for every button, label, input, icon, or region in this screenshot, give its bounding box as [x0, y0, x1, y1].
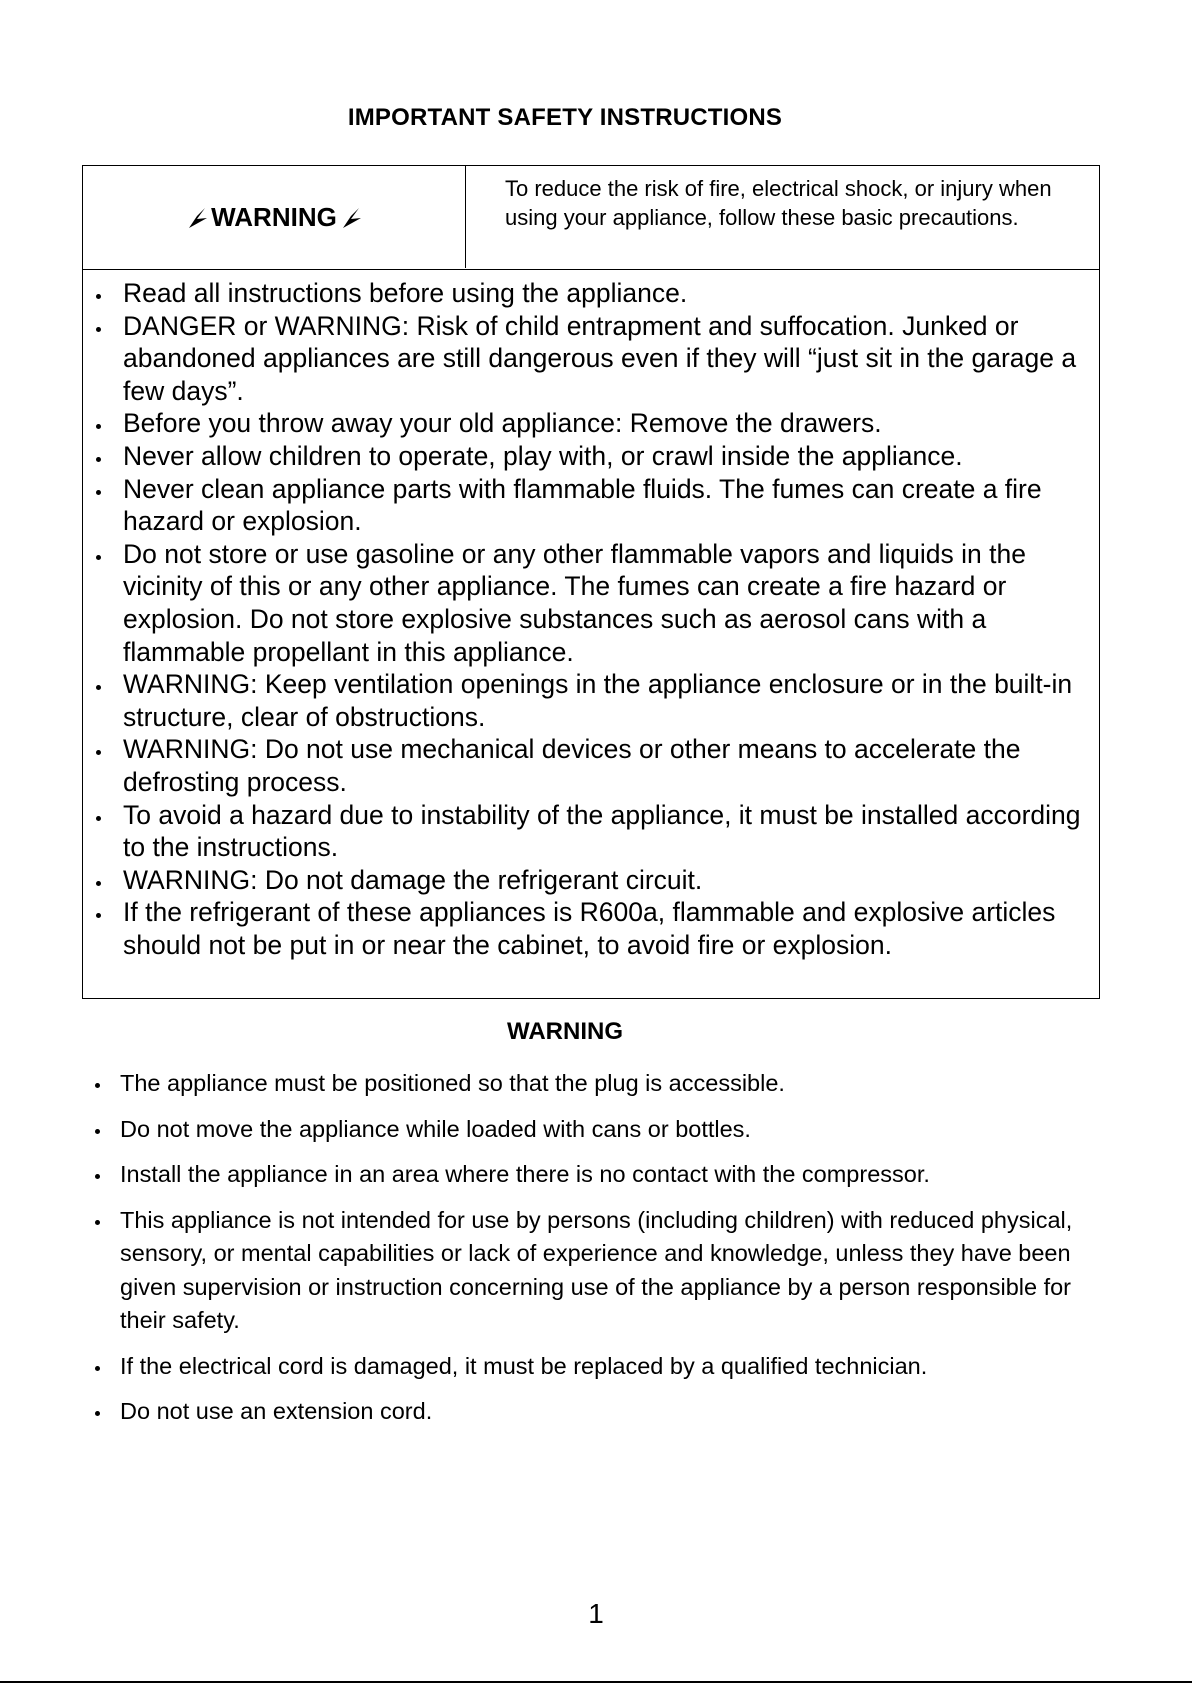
list-item: To avoid a hazard due to instability of the appliance, it must be installed according to the instructions. [83, 799, 1099, 864]
list-item: Never clean appliance parts with flammable fluids. The fumes can create a fire hazard or explosion. [83, 473, 1099, 538]
list-item: Install the appliance in an area where there is no contact with the compressor. [82, 1158, 1100, 1192]
section-title: WARNING [507, 1018, 623, 1045]
warning-box-header [83, 166, 1099, 270]
lightning-bolt-icon [339, 204, 363, 230]
list-item: Do not use an extension cord. [82, 1395, 1100, 1429]
list-item: Never allow children to operate, play with, or crawl inside the appliance. [83, 440, 1099, 473]
list-item: WARNING: Keep ventilation openings in the appliance enclosure or in the built-in structure, clear of obstructions. [83, 668, 1099, 733]
list-item: Do not move the appliance while loaded with cans or bottles. [82, 1113, 1100, 1147]
list-item: Do not store or use gasoline or any other flammable vapors and liquids in the vicinity of this or any other appliance. The fumes can create a fire hazard or explosion. Do not store explosive substances such as aerosol cans with a flammable propellant in this appliance. [83, 538, 1099, 668]
list-item: Read all instructions before using the appliance. [83, 277, 1099, 310]
page-number: 1 [588, 1598, 604, 1629]
warning-box [82, 165, 1100, 999]
list-item: If the refrigerant of these appliances is R600a, flammable and explosive articles should not be put in or near the cabinet, to avoid fire or explosion. [83, 896, 1099, 961]
lightning-bolt-icon [185, 204, 209, 230]
list-item: WARNING: Do not use mechanical devices or other means to accelerate the defrosting process. [83, 733, 1099, 798]
warning-label-cell [83, 166, 466, 268]
page-title: IMPORTANT SAFETY INSTRUCTIONS [347, 104, 783, 131]
list-item: The appliance must be positioned so that the plug is accessible. [82, 1067, 1100, 1101]
warning-notes-list [82, 1067, 1100, 1441]
warning-intro: To reduce the risk of fire, electrical shock, or injury when using your appliance, follow these basic precautions. [505, 176, 1052, 230]
warning-label: WARNING [211, 201, 337, 232]
list-item: WARNING: Do not damage the refrigerant circuit. [83, 864, 1099, 897]
list-item: This appliance is not intended for use by persons (including children) with reduced physical, sensory, or mental capabilities or lack of experience and knowledge, unless they have been given supervision or instruction concerning use of the appliance by a person responsible for their safety. [82, 1204, 1100, 1338]
warning-rules-list [83, 277, 1099, 961]
footer-divider [0, 1681, 1192, 1683]
list-item: DANGER or WARNING: Risk of child entrapment and suffocation. Junked or abandoned appliances are still dangerous even if they will “just sit in the garage a few days”. [83, 310, 1099, 408]
list-item: Before you throw away your old appliance: Remove the drawers. [83, 407, 1099, 440]
list-item: If the electrical cord is damaged, it must be replaced by a qualified technician. [82, 1350, 1100, 1384]
